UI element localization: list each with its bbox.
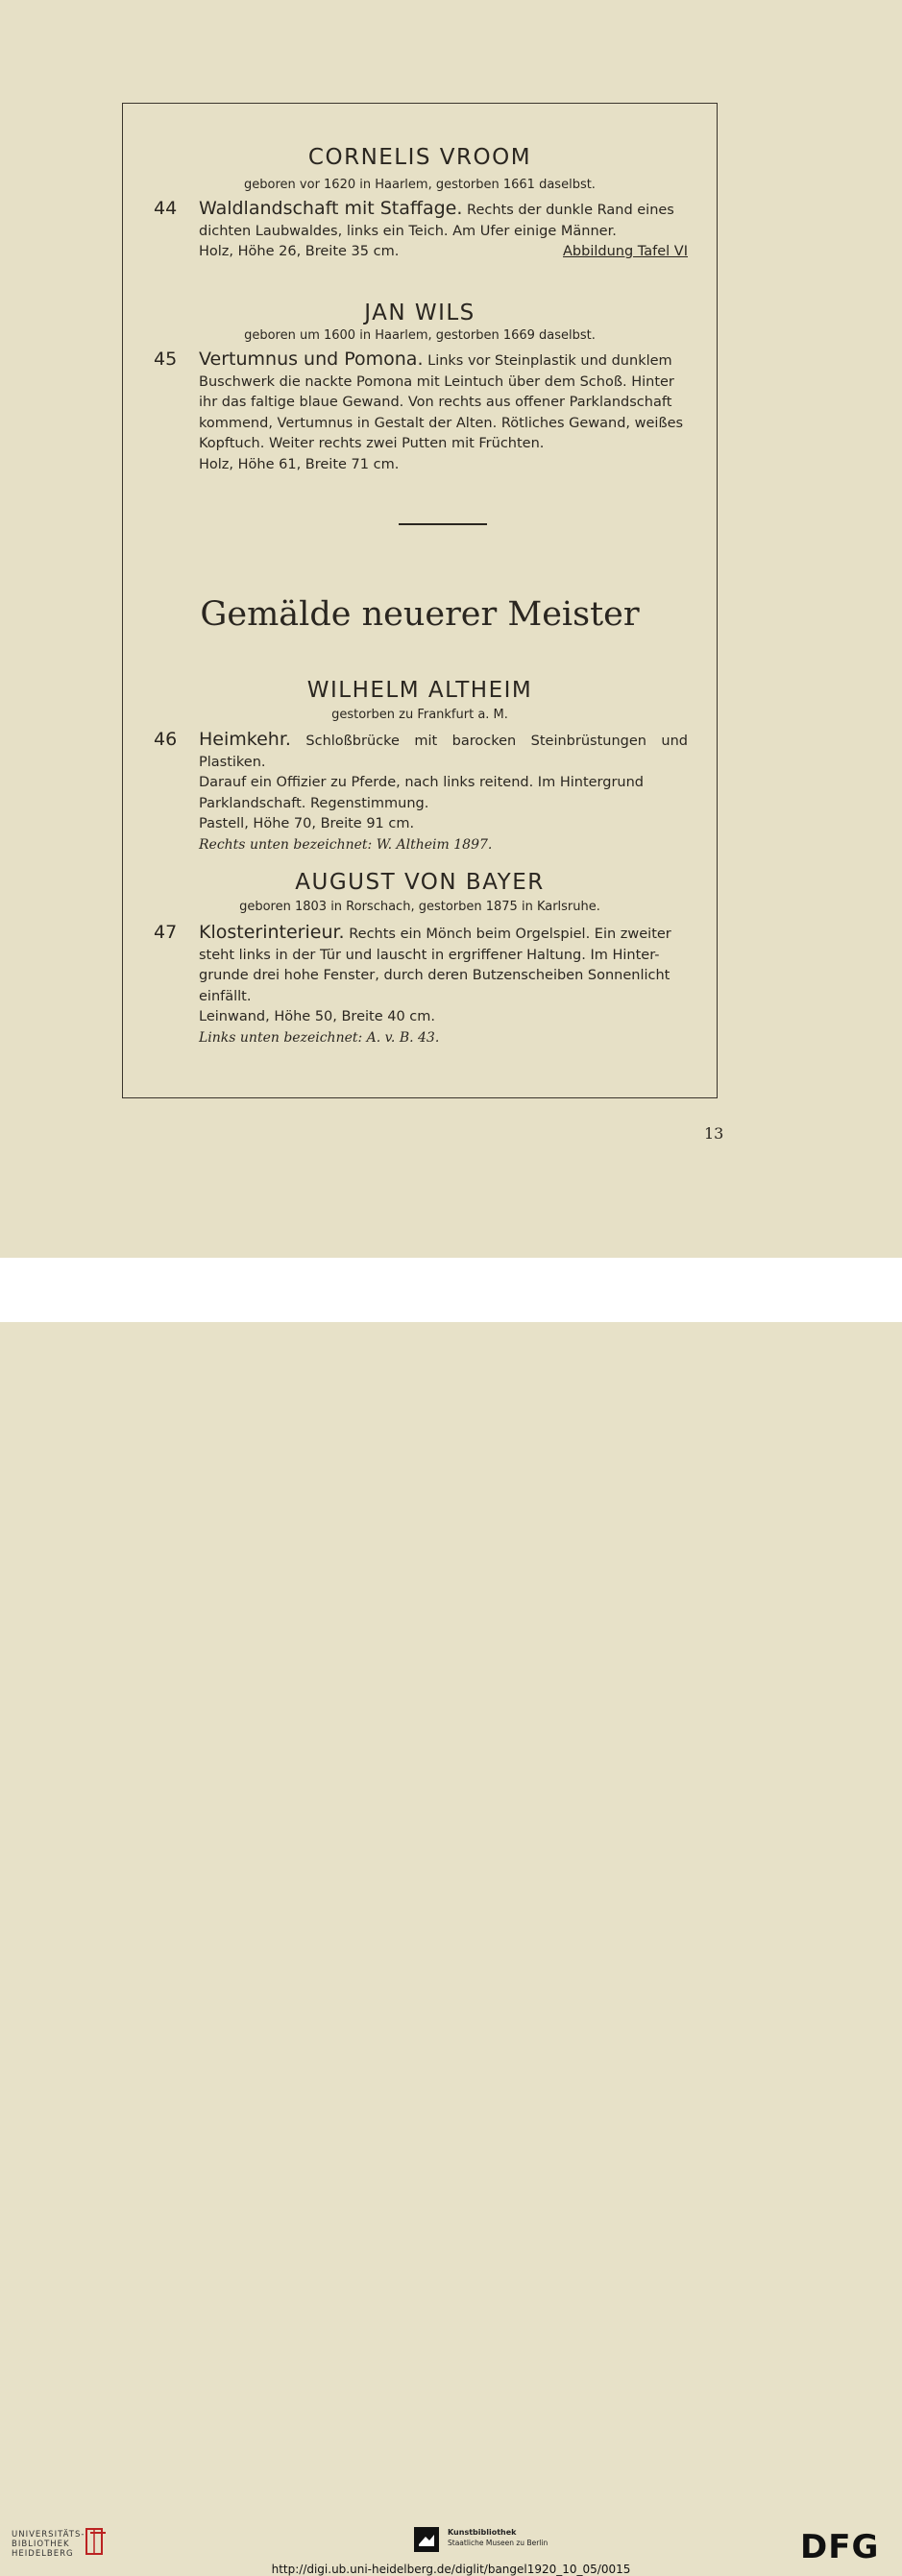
university-name xyxy=(12,2530,85,2559)
entry-title: Vertumnus und Pomona. xyxy=(199,349,424,370)
artist-name: CORNELIS VROOM xyxy=(307,145,532,170)
artist-bio: gestorben zu Frankfurt a. M. xyxy=(331,708,508,722)
university-logo-icon xyxy=(83,2525,108,2558)
entry-signature: Links unten bezeichnet: A. v. B. 43. xyxy=(199,1029,440,1046)
entry-number: 46 xyxy=(154,729,178,750)
section-title: Gemälde neuerer Meister xyxy=(200,595,640,634)
artist-name: AUGUST VON BAYER xyxy=(295,870,545,895)
artist-bio: geboren vor 1620 in Haarlem, gestorben 1661 daselbst. xyxy=(244,178,596,192)
kunstbibliothek-logo-icon xyxy=(414,2527,439,2552)
entry-text: grunde drei hohe Fenster, durch deren Butzenscheiben Sonnenlicht xyxy=(199,968,670,983)
entry-title: Heimkehr. xyxy=(199,729,291,750)
dfg-logo: DFG xyxy=(800,2528,880,2566)
entry-text: Schloßbrücke mit barocken Steinbrüstungen und Plastiken. xyxy=(199,734,689,770)
entry-text: Links vor Steinplastik und dunklem xyxy=(427,353,672,369)
entry-text: Darauf ein Offizier zu Pferde, nach links reitend. Im Hintergrund xyxy=(199,775,645,790)
catalog-entry xyxy=(154,349,688,475)
kb-subtitle: Staatliche Museen zu Berlin xyxy=(448,2539,549,2547)
entry-medium: Holz, Höhe 26, Breite 35 cm. xyxy=(199,244,400,259)
kb-title: Kunstbibliothek xyxy=(448,2528,517,2537)
plate-reference: Abbildung Tafel VI xyxy=(563,244,688,259)
artist-name: WILHELM ALTHEIM xyxy=(306,678,533,703)
artist-name: JAN WILS xyxy=(364,301,475,325)
entry-number: 47 xyxy=(154,922,178,943)
entry-medium: Holz, Höhe 61, Breite 71 cm. xyxy=(199,456,400,472)
artist-bio: geboren 1803 in Rorschach, gestorben 1875 in Karlsruhe. xyxy=(239,900,600,914)
catalog-entry xyxy=(154,923,688,1048)
page-url[interactable]: http://digi.ub.uni-heidelberg.de/diglit/bangel1920_10_05/0015 xyxy=(271,2563,631,2576)
university-line: BIBLIOTHEK xyxy=(12,2540,70,2549)
university-line: UNIVERSITÄTS- xyxy=(12,2530,85,2540)
section-divider xyxy=(399,523,487,525)
entry-number: 44 xyxy=(154,198,178,219)
kunstbibliothek-label xyxy=(448,2527,548,2548)
entry-text: Parklandschaft. Regenstimmung. xyxy=(199,795,429,811)
entry-text: Rechts ein Mönch beim Orgelspiel. Ein zweiter xyxy=(349,927,671,942)
catalog-entry xyxy=(154,730,688,855)
entry-text: dichten Laubwaldes, links ein Teich. Am Ufer einige Männer. xyxy=(199,223,617,239)
entry-title: Waldlandschaft mit Staffage. xyxy=(199,198,463,219)
entry-title: Klosterinterieur. xyxy=(199,922,345,943)
entry-medium: Leinwand, Höhe 50, Breite 40 cm. xyxy=(199,1009,436,1024)
catalog-entry xyxy=(154,199,688,263)
entry-text: steht links in der Tür und lauscht in ergriffener Haltung. Im Hinter- xyxy=(199,947,660,963)
entry-text: kommend, Vertumnus in Gestalt der Alten. Rötliches Gewand, weißes xyxy=(199,415,684,431)
entry-text: Rechts der dunkle Rand eines xyxy=(467,203,674,218)
entry-signature: Rechts unten bezeichnet: W. Altheim 1897. xyxy=(199,836,493,853)
entry-text: Kopftuch. Weiter rechts zwei Putten mit Früchten. xyxy=(199,436,545,451)
entry-number: 45 xyxy=(154,349,178,370)
entry-medium: Pastell, Höhe 70, Breite 91 cm. xyxy=(199,816,415,831)
artist-bio: geboren um 1600 in Haarlem, gestorben 1669 daselbst. xyxy=(244,328,596,343)
catalog-page xyxy=(0,0,902,1258)
university-line: HEIDELBERG xyxy=(12,2549,74,2559)
footer-bar xyxy=(0,1258,902,2576)
entry-text: einfällt. xyxy=(199,988,252,1004)
entry-text: Buschwerk die nackte Pomona mit Leintuch über dem Schoß. Hinter xyxy=(199,373,674,390)
page-number: 13 xyxy=(704,1124,724,1143)
entry-text: ihr das faltige blaue Gewand. Von rechts aus offener Parklandschaft xyxy=(199,395,672,410)
